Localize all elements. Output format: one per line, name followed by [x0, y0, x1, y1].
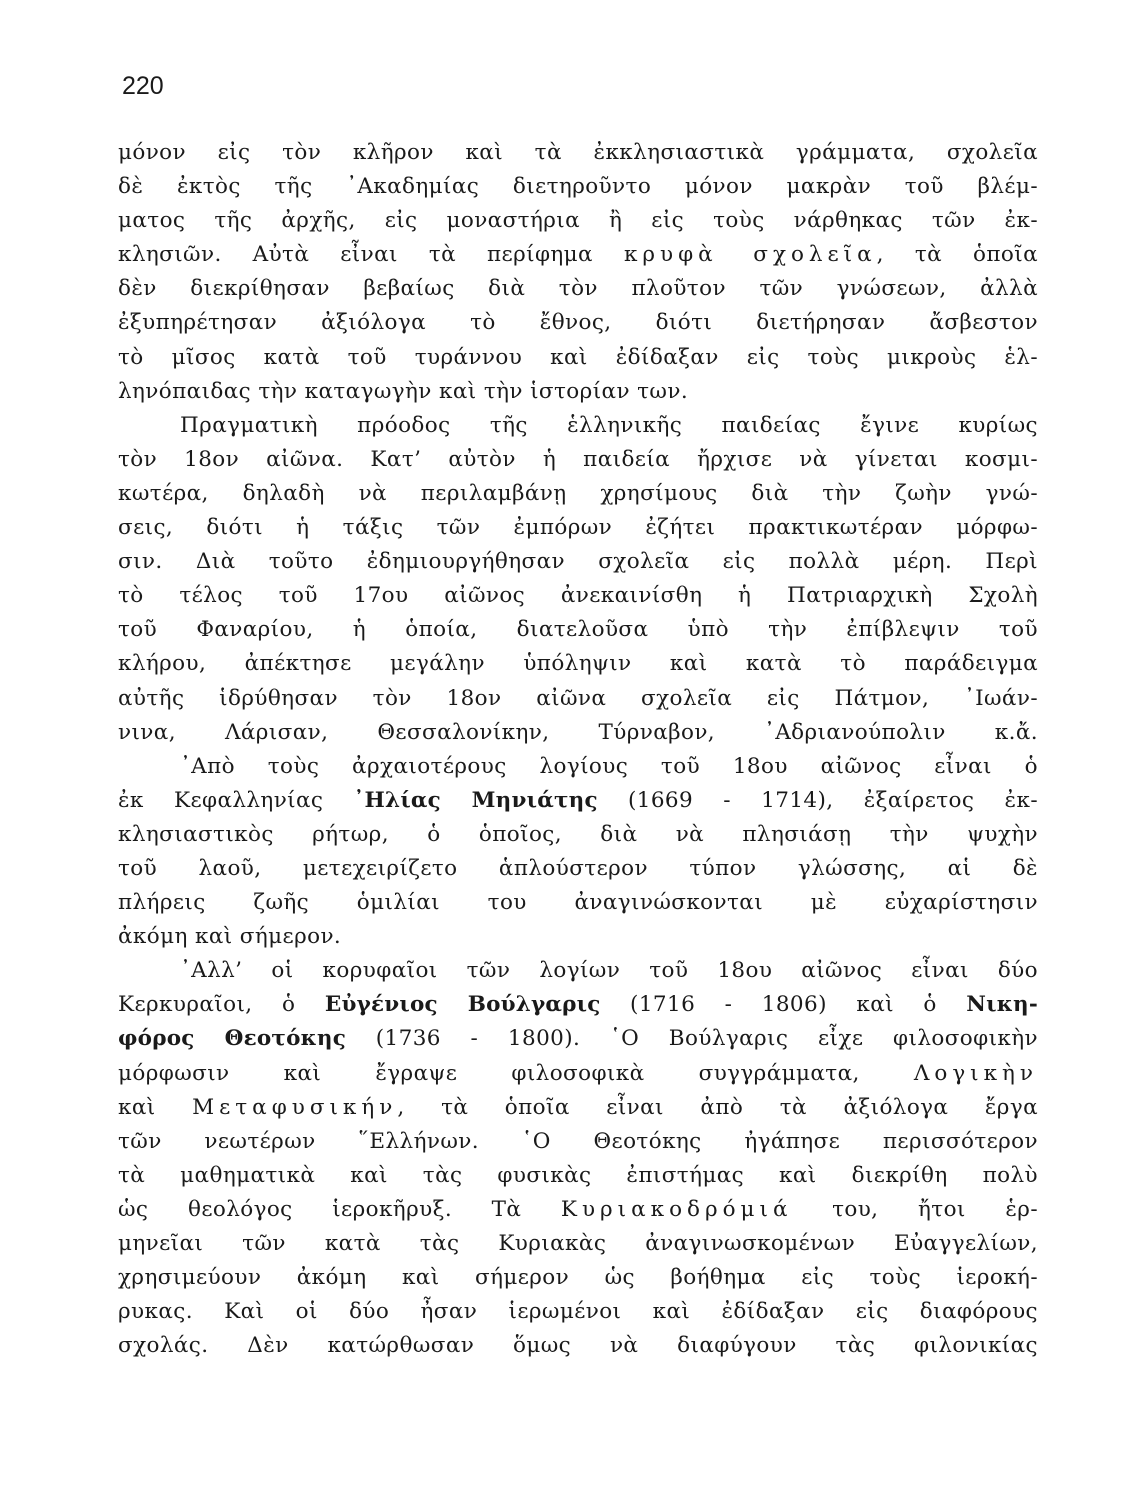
person-name-bold: ᾿Ηλίας Μηνιάτης — [353, 787, 598, 813]
body-text — [118, 136, 1038, 1363]
text-run: ὡς θεολόγος ἱεροκῆρυξ. Τὰ — [118, 1196, 561, 1222]
text-run: (1669 - 1714), ἐξαίρετος ἐκ- — [597, 787, 1038, 813]
text-line: ρυκας. Καὶ οἱ δύο ἦσαν ἱερωμένοι καὶ ἐδίδαξαν εἰς διαφόρους — [118, 1299, 1038, 1325]
text-run: (1716 - 1806) καὶ ὁ — [600, 992, 967, 1018]
text-line: δὲ ἐκτὸς τῆς ᾿Ακαδημίας διετηροῦντο μόνον μακρὰν τοῦ βλέμ- — [118, 174, 1038, 200]
text-line: σχολάς. Δὲν κατώρθωσαν ὅμως νὰ διαφύγουν τὰς φιλονικίας — [118, 1333, 1038, 1359]
paragraph-start-line: ᾿Αλλ’ οἱ κορυφαῖοι τῶν λογίων τοῦ 18ου αἰῶνος εἶναι δύο — [180, 958, 1038, 984]
text-line: κλήρου, ἀπέκτησε μεγάλην ὑπόληψιν καὶ κατὰ τὸ παράδειγμα — [118, 651, 1038, 677]
text-run: Κερκυραῖοι, ὁ — [118, 992, 325, 1018]
text-line: ληνόπαιδας τὴν καταγωγὴν καὶ τὴν ἱστορίαν των. — [118, 378, 689, 404]
text-line: μηνεῖαι τῶν κατὰ τὰς Κυριακὰς ἀναγινωσκομένων Εὐαγγελίων, — [118, 1231, 1038, 1256]
text-line: χρησιμεύουν ἀκόμη καὶ σήμερον ὡς βοήθημα εἰς τοὺς ἱεροκή- — [118, 1265, 1038, 1291]
text-line — [118, 1057, 1038, 1091]
text-line: τὸ τέλος τοῦ 17ου αἰῶνος ἀνεκαινίσθη ἡ Πατριαρχικὴ Σχολὴ — [118, 583, 1038, 609]
person-name-bold: Εὐγένιος Βούλγαρις — [324, 992, 601, 1018]
person-name-bold: φόρος Θεοτόκης — [118, 1026, 347, 1052]
emphasized-term: κρυφὰ σχολεῖα — [623, 242, 877, 268]
text-line: τὰ μαθηματικὰ καὶ τὰς φυσικὰς ἐπιστήμας καὶ διεκρίθη πολὺ — [118, 1162, 1038, 1188]
text-line — [118, 1091, 1038, 1125]
paragraph-start-line: ᾿Απὸ τοὺς ἀρχαιοτέρους λογίους τοῦ 18ου αἰῶνος εἶναι ὁ — [180, 753, 1038, 779]
text-line — [118, 988, 1038, 1022]
page-number: 220 — [122, 72, 164, 100]
text-line: σιν. Διὰ τοῦτο ἐδημιουργήθησαν σχολεῖα εἰς πολλὰ μέρη. Περὶ — [118, 549, 1038, 575]
text-line: πλήρεις ζωῆς ὁμιλίαι του ἀναγινώσκονται μὲ εὐχαρίστησιν — [118, 890, 1038, 916]
text-line: νινα, Λάρισαν, Θεσσαλονίκην, Τύρναβον, ᾿Αδριανούπολιν κ.ἄ. — [118, 719, 1038, 745]
text-line: μόνον εἰς τὸν κλῆρον καὶ τὰ ἐκκλησιαστικὰ γράμματα, σχολεῖα — [118, 140, 1038, 165]
text-line: ματος τῆς ἀρχῆς, εἰς μοναστήρια ἢ εἰς τοὺς νάρθηκας τῶν ἐκ- — [118, 208, 1038, 234]
text-line: σεις, διότι ἡ τάξις τῶν ἐμπόρων ἐζήτει πρακτικωτέραν μόρφω- — [118, 515, 1038, 541]
text-line: αὐτῆς ἱδρύθησαν τὸν 18ον αἰῶνα σχολεῖα εἰς Πάτμον, ᾿Ιωάν- — [118, 685, 1038, 711]
text-line: τοῦ Φαναρίου, ἡ ὁποία, διατελοῦσα ὑπὸ τὴν ἐπίβλεψιν τοῦ — [118, 617, 1038, 643]
text-line — [118, 784, 1038, 818]
text-line — [118, 1193, 1038, 1227]
text-run: (1736 - 1800). ῾Ο Βούλγαρις εἶχε φιλοσοφικὴν — [346, 1026, 1038, 1052]
text-line: δὲν διεκρίθησαν βεβαίως διὰ τὸν πλοῦτον τῶν γνώσεων, ἀλλὰ — [118, 276, 1038, 302]
text-line: τὸν 18ον αἰῶνα. Κατ’ αὐτὸν ἡ παιδεία ἤρχισε νὰ γίνεται κοσμι- — [118, 446, 1038, 472]
work-title: Λογικὴν — [913, 1060, 1038, 1086]
text-line — [118, 238, 1038, 272]
person-name-bold: Νικη- — [966, 992, 1038, 1018]
text-line: κλησιαστικὸς ρήτωρ, ὁ ὁποῖος, διὰ νὰ πλησιάσῃ τὴν ψυχὴν — [118, 821, 1038, 847]
text-run: , τὰ ὁποῖα — [876, 242, 1038, 268]
text-run: μόρφωσιν καὶ ἔγραψε φιλοσοφικὰ συγγράμματα, — [118, 1060, 914, 1086]
text-run: , τὰ ὁποῖα εἶναι ἀπὸ τὰ ἀξιόλογα ἔργα — [397, 1094, 1038, 1120]
text-line: ἀκόμη καὶ σήμερον. — [118, 924, 342, 950]
text-run: κλησιῶν. Αὐτὰ εἶναι τὰ περίφημα — [118, 242, 624, 268]
text-line — [118, 1022, 1038, 1056]
text-line: ἐξυπηρέτησαν ἀξιόλογα τὸ ἔθνος, διότι διετήρησαν ἄσβεστον — [118, 310, 1038, 336]
text-line: τὸ μῖσος κατὰ τοῦ τυράννου καὶ ἐδίδαξαν εἰς τοὺς μικροὺς ἑλ- — [118, 344, 1038, 370]
text-run: καὶ — [118, 1094, 193, 1120]
text-run: του, ἤτοι ἑρ- — [792, 1196, 1038, 1222]
work-title: Μεταφυσικήν — [192, 1094, 398, 1120]
text-line: τῶν νεωτέρων ῞Ελλήνων. ῾Ο Θεοτόκης ἠγάπησε περισσότερον — [118, 1128, 1038, 1154]
paragraph-start-line: Πραγματικὴ πρόοδος τῆς ἑλληνικῆς παιδείας ἔγινε κυρίως — [180, 412, 1038, 438]
work-title: Κυριακοδρόμιά — [560, 1196, 793, 1222]
text-line: τοῦ λαοῦ, μετεχειρίζετο ἁπλούστερον τύπον γλώσσης, αἱ δὲ — [118, 855, 1038, 881]
text-line: κωτέρα, δηλαδὴ νὰ περιλαμβάνῃ χρησίμους διὰ τὴν ζωὴν γνώ- — [118, 480, 1038, 506]
text-run: ἐκ Κεφαλληνίας — [118, 787, 354, 813]
